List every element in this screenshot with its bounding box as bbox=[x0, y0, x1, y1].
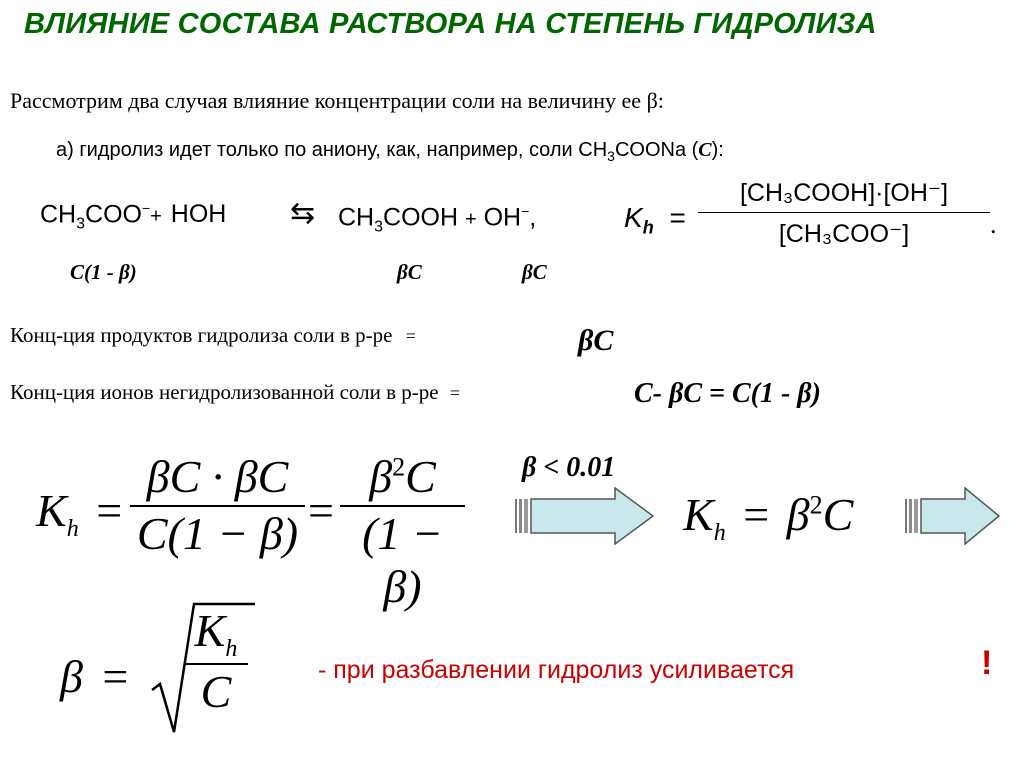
simplified-formula: $K_h = \beta^2C$ bbox=[683, 489, 854, 547]
equilibrium-arrow-icon: ⇆ bbox=[290, 196, 316, 231]
kh-fraction: [CH₃COOH]·[OH⁻] [CH₃COO⁻] bbox=[698, 178, 990, 249]
main-eq-2: = bbox=[308, 485, 334, 536]
main-kh: $K_h$ = bbox=[36, 485, 123, 543]
beta-formula-lhs: β = bbox=[60, 651, 129, 702]
reaction-products: $CH_3COOH + OH^-$, bbox=[338, 203, 537, 236]
exclamation-mark: ! bbox=[981, 644, 993, 682]
label-beta-c-1: βC bbox=[397, 260, 422, 284]
reaction-equation: $CH_3COO^-+$ HOH bbox=[40, 200, 227, 233]
label-c-one-minus-beta: C(1 - β) bbox=[70, 260, 137, 284]
period: . bbox=[990, 210, 997, 239]
beta-fraction: $K_h$ C bbox=[184, 604, 248, 718]
main-fraction-1: βC · βC C(1 − β) bbox=[130, 450, 305, 560]
conclusion-text: - при разбавлении гидролиз усиливается bbox=[318, 656, 795, 684]
ions-line: Конц-ция ионов негидролизованной соли в р-ре = bbox=[10, 380, 460, 404]
case-a-text: а) гидролиз идет только по аниону, как, например, соли $CH_3COONa$ (C): bbox=[56, 139, 724, 164]
label-beta-c-2: βC bbox=[522, 260, 547, 284]
main-fraction-2: $\beta^2C$ (1 − β) bbox=[340, 450, 465, 613]
page-title: ВЛИЯНИЕ СОСТАВА РАСТВОРА НА СТЕПЕНЬ ГИДРОЛИЗА bbox=[24, 8, 877, 40]
products-line: Конц-ция продуктов гидролиза соли в р-ре = bbox=[10, 323, 416, 347]
condition-text: β < 0.01 bbox=[522, 452, 616, 483]
intro-text: Рассмотрим два случая влияние концентрации соли на величину ее β: bbox=[10, 88, 664, 113]
ions-value: C- βC = C(1 - β) bbox=[634, 378, 821, 409]
products-value: βC bbox=[578, 324, 614, 357]
right-arrow-icon bbox=[515, 487, 655, 545]
right-arrow-icon bbox=[905, 487, 1001, 545]
kh-label: $K_h$ = bbox=[624, 202, 686, 238]
